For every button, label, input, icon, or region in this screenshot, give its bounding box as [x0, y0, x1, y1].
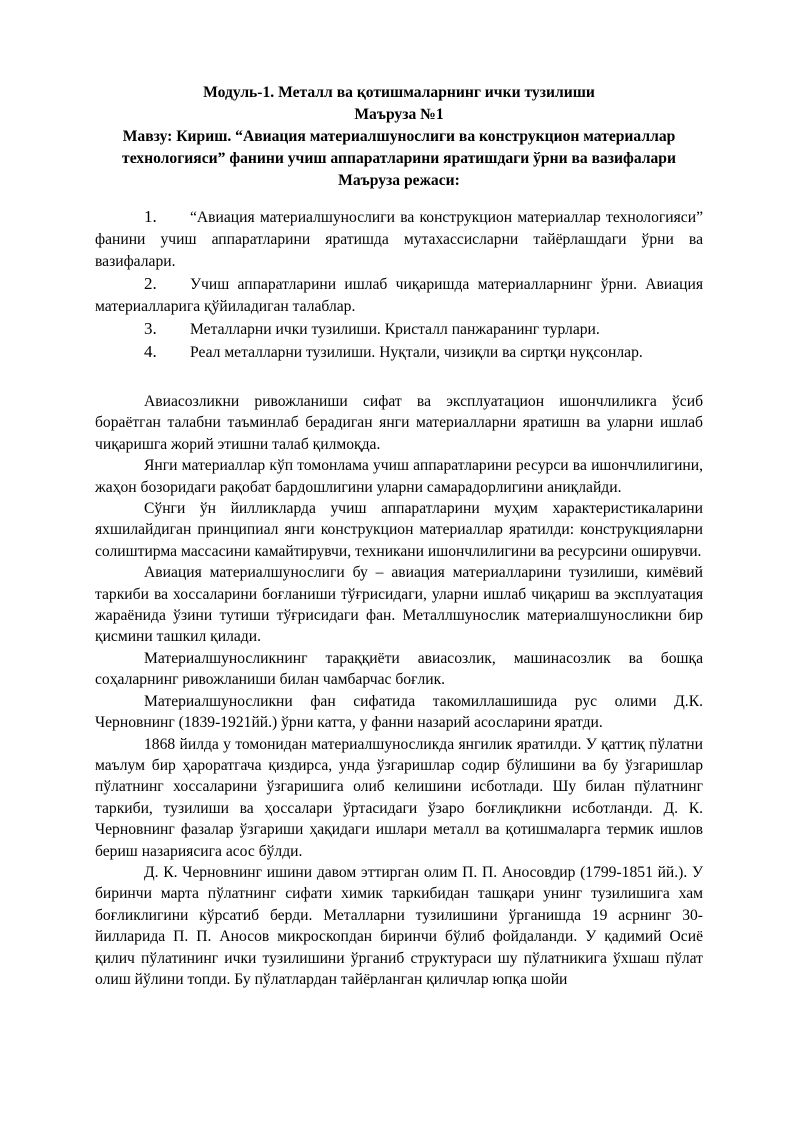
body-paragraph: Янги материаллар кўп томонлама учиш аппаратларини ресурси ва ишончлилигини, жаҳон бозоридаги рақобат бардошлигини уларни самарадорлигини аниқлайди. — [95, 457, 703, 496]
body-paragraph: Авиасозликни ривожланиши сифат ва эксплуатацион ишончлиликга ўсиб бораётган талабни таъминлаб берадиган янги материалларни яратишн ва уларни ишлаб чиқаришга жорий этишни талаб қилмоқда. — [95, 393, 703, 453]
topic-line-1: Мавзу: Кириш. “Авиация материалшунослиги ва конструкцион материаллар — [122, 128, 676, 145]
body-paragraph: Материалшуносликни фан сифатида такомиллашишида рус олими Д.К. Черновнинг (1839-1921йй.) ўрни катта, у фанни назарий асосларини яратди. — [95, 692, 703, 732]
body-paragraph: Д. К. Черновнинг ишини давом эттирган олим П. П. Аносовдир (1799-1851 йй.). У биринчи марта пўлатнинг сифати химик таркибидан ташқари унинг тузилишига хам боғликлигини кўрсатиб берди. Металларни тузилишини ўрганишда 19 асрнинг 30-йилларида П. П. Аносов микроскопдан биринчи бўлиб фойдаланди. У қадимий Осиё қилич пўлатининг ички тузилишини ўрганиб структураси шу пўлатникига ўхшаш пўлат олиш йўлини топди. Бу пўлатлардан тайёрланган қиличлар юпқа шойи — [95, 863, 703, 988]
plan-item-text: Учиш аппаратларини ишлаб чиқаришда материалларнинг ўрни. Авиация материалларига қўйиладиган талаблар. — [95, 276, 703, 315]
plan-item-number: 4. — [144, 342, 157, 361]
body-paragraph: Материалшуносликнинг тараққиёти авиасозлик, машинасозлик ва бошқа соҳаларнинг ривожланиши билан чамбарчас боғлик. — [95, 649, 703, 689]
plan-item-number: 2. — [144, 274, 157, 293]
plan-item — [95, 273, 703, 318]
topic-line-2: технологияси” фанини учиш аппаратларини яратишдаги ўрни ва вазифалари — [122, 150, 676, 167]
plan-item-number: 3. — [144, 319, 157, 338]
document-heading — [95, 82, 703, 192]
lecture-number: Маъруза №1 — [354, 106, 444, 123]
document-page — [95, 82, 703, 990]
module-title: Модуль-1. Металл ва қотишмаларнинг ички тузилиши — [203, 84, 595, 101]
plan-item-number: 1. — [144, 207, 157, 226]
lecture-plan-list — [95, 206, 703, 364]
plan-item-text: Металларни ички тузилиши. Кристалл панжаранинг турлари. — [190, 321, 600, 338]
plan-item-text: “Авиация материалшунослиги ва конструкцион материаллар технологияси” фанини учиш аппаратларини яратишда мутахассисларни тайёрлашдаги ўрни ва вазифалари. — [95, 209, 703, 270]
body-paragraph: 1868 йилда у томонидан материалшуносликда янгилик яратилди. У қаттиқ пўлатни маълум бир ҳароратгача қиздирса, унда ўзгаришлар содир бўлишини ва бу ўзгаришлар пўлатнинг хоссаларини ўзгаришига олиб келишини исботлади. Шу билан пўлатнинг таркиби, тузилиши ва ҳоссалари ўртасидаги ўзаро боғлиқликни исботланди. Д. К. Черновнинг фазалар ўзгариши ҳақидаги ишлари металл ва қотишмаларга термик ишлов бериш назариясига асос бўлди. — [95, 735, 703, 860]
body-paragraph: Сўнги ўн йилликларда учиш аппаратларини муҳим характеристикаларини яхшилайдиган принципиал янги конструкцион материаллар яратилди: конструкцияларни солиштирма массасини камайтирувчи, техникани ишончлилигини ва ресурсини оширувчи. — [95, 500, 703, 560]
plan-item — [95, 318, 703, 341]
plan-title: Маъруза режаси: — [338, 172, 460, 189]
plan-item — [95, 206, 703, 273]
plan-item — [95, 341, 703, 364]
body-paragraph: Авиация материалшунослиги бу – авиация материалларини тузилиши, кимёвий таркиби ва хоссаларини боғланиши тўғрисидаги, уларни ишлаб чиқариш ва эксплуатация жараёнида ўзини тутиши тўғрисидаги фан. Металлшунослик материалшуносликни бир қисмини ташкил қилади. — [95, 564, 703, 646]
document-body — [95, 391, 703, 990]
plan-item-text: Реал металларни тузилиши. Нуқтали, чизиқли ва сиртқи нуқсонлар. — [190, 344, 643, 361]
